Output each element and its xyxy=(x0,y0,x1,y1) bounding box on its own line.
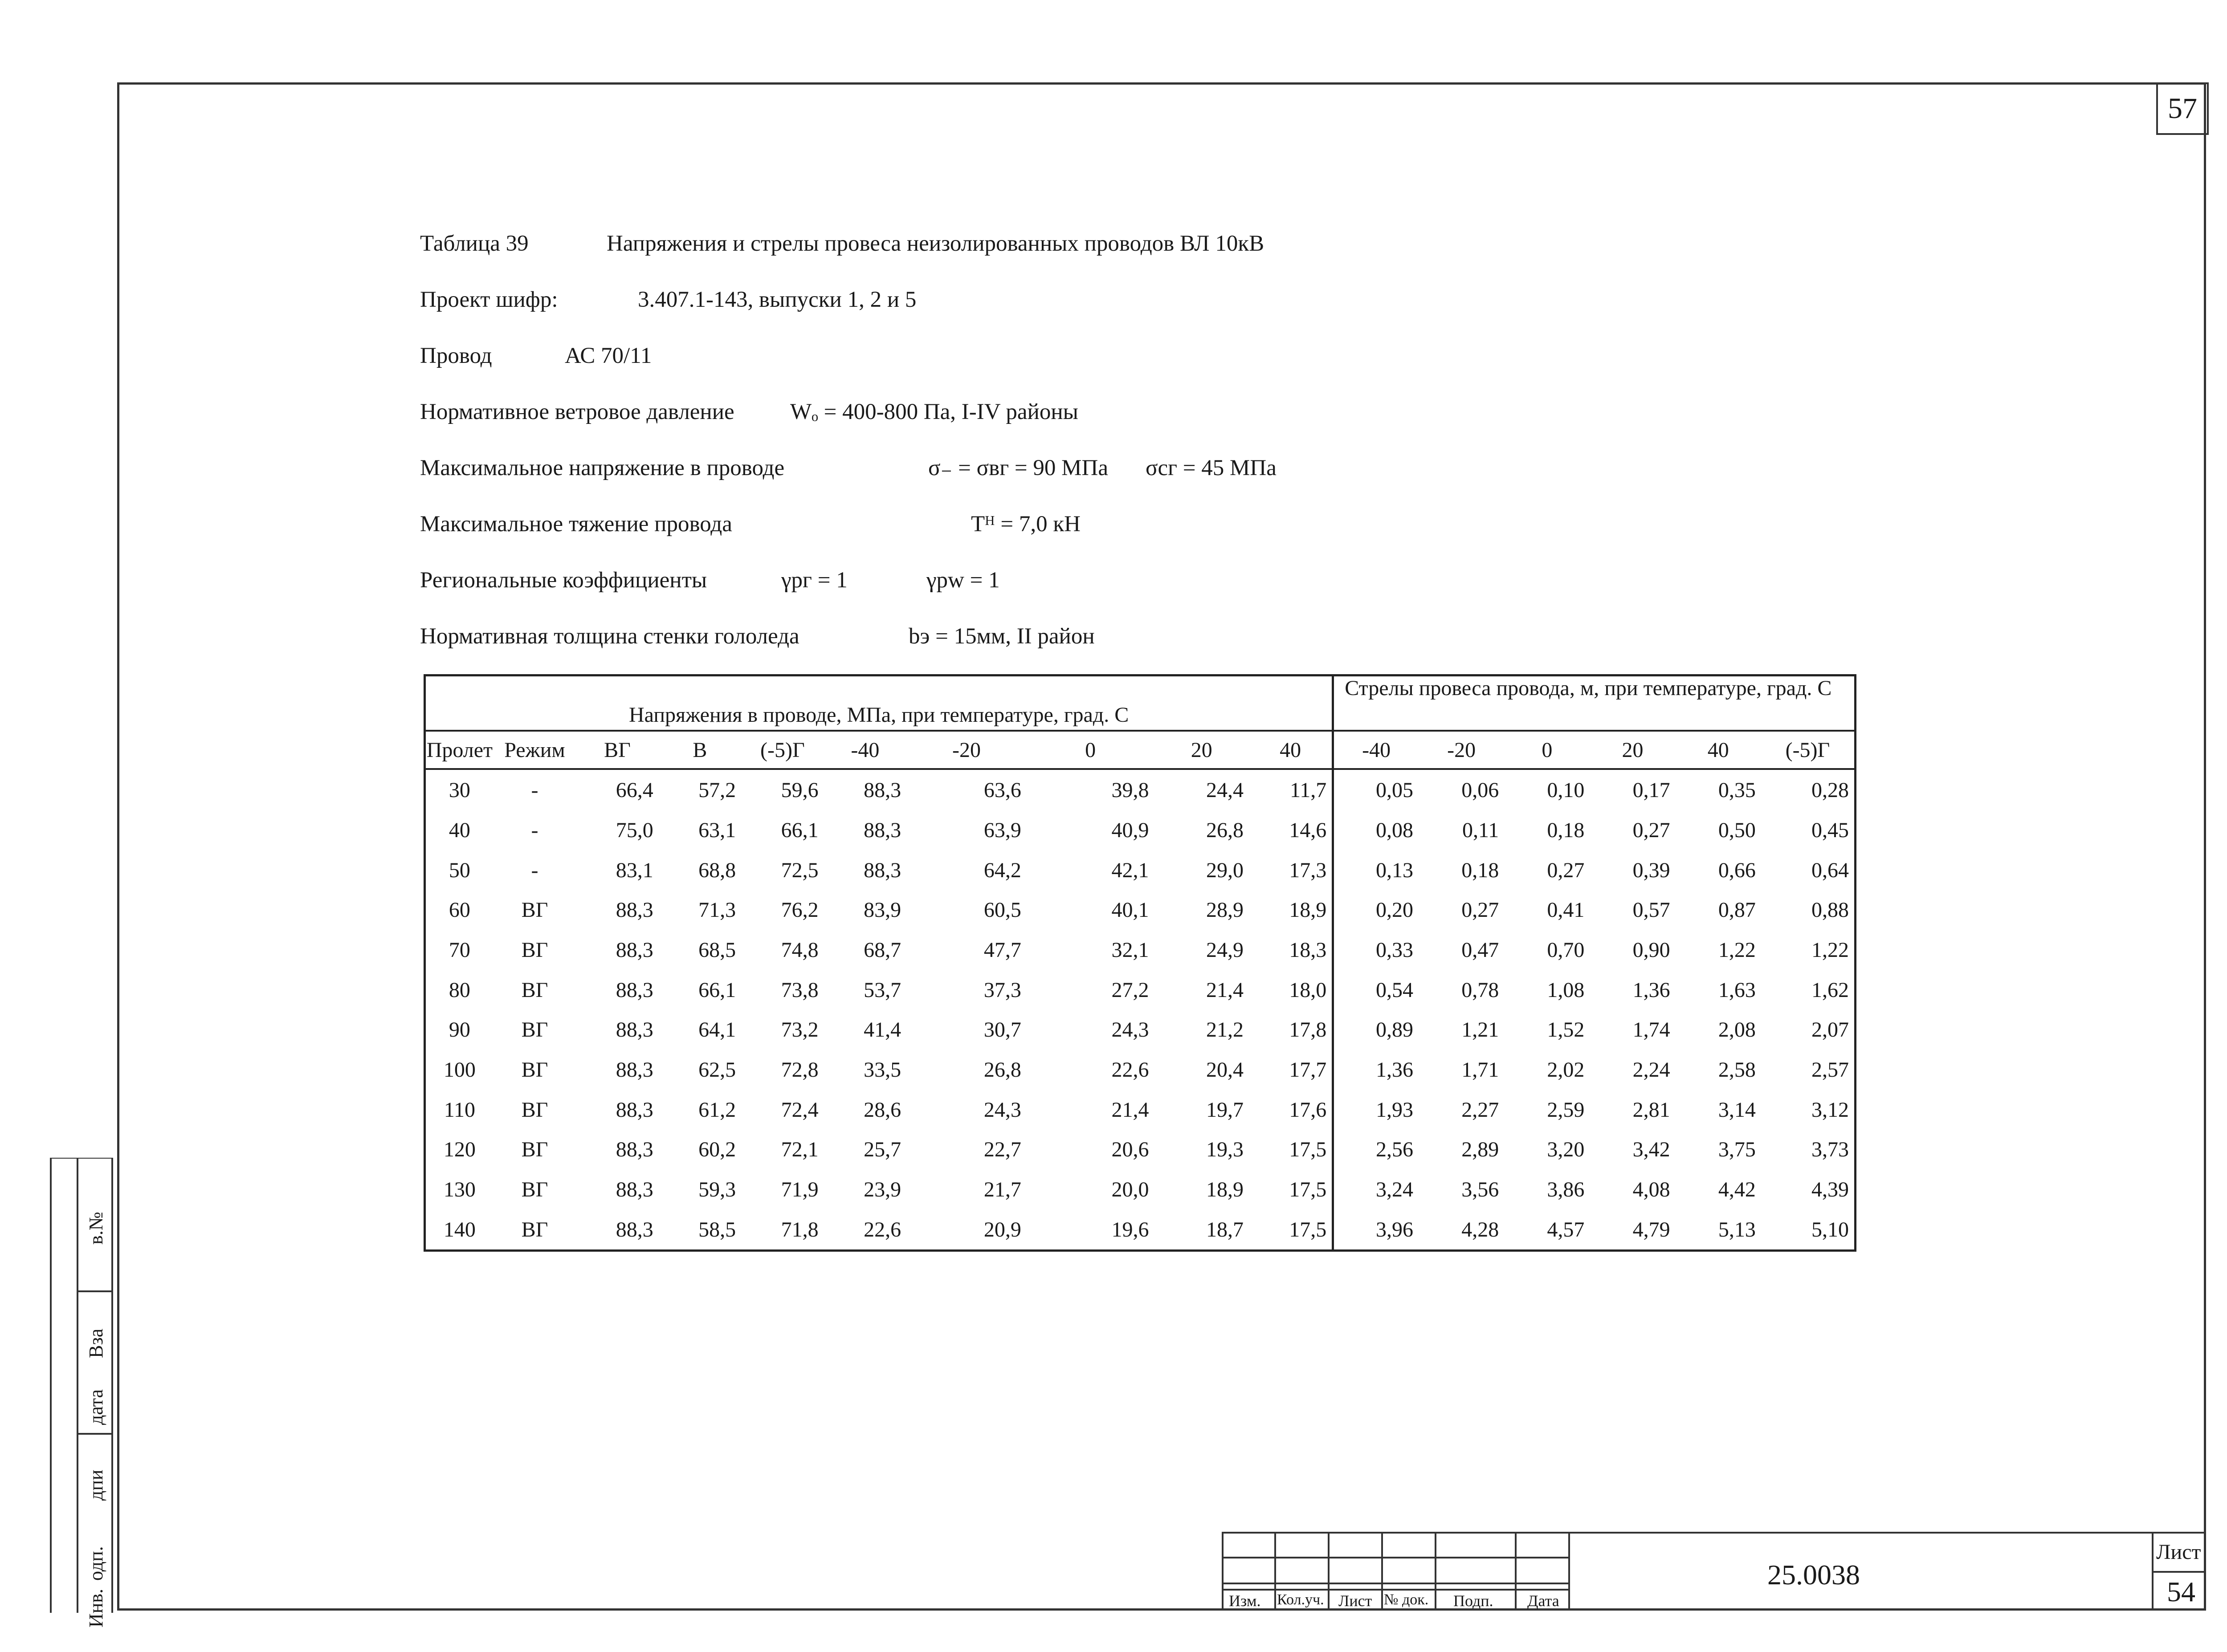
table-cell: 42,1 xyxy=(1111,858,1149,882)
sheet-number: 54 xyxy=(2167,1576,2195,1607)
table-cell: 80 xyxy=(449,978,470,1002)
table-row xyxy=(426,769,1854,810)
table-cell: 47,7 xyxy=(983,938,1021,962)
table-cell: 60 xyxy=(449,898,470,922)
table-cell: 17,5 xyxy=(1289,1138,1327,1162)
table-cell: 20,4 xyxy=(1206,1058,1244,1082)
table-cell: 72,4 xyxy=(781,1098,819,1122)
tension-value: Tᴴ = 7,0 кН xyxy=(971,512,1081,537)
table-cell: ВГ xyxy=(521,898,548,922)
table-cell: 4,39 xyxy=(1811,1177,1849,1201)
table-cell: 0,33 xyxy=(1333,930,1419,970)
table-cell: 17,8 xyxy=(1289,1018,1327,1042)
table-cell: 0,89 xyxy=(1333,1010,1419,1050)
table-cell: 40,1 xyxy=(1111,898,1149,922)
table-cell: 21,2 xyxy=(1206,1018,1244,1042)
table-cell: 22,6 xyxy=(1111,1058,1149,1082)
table-cell: 4,42 xyxy=(1718,1177,1756,1201)
table-cell: 73,2 xyxy=(781,1018,819,1042)
table-cell: ВГ xyxy=(521,1138,548,1162)
table-cell: 63,1 xyxy=(698,818,736,842)
column-header: 40 xyxy=(1249,731,1333,769)
table-cell: 3,14 xyxy=(1718,1098,1756,1122)
table-cell: 30,7 xyxy=(983,1018,1021,1042)
table-cell: ВГ xyxy=(521,978,548,1002)
table-cell: 1,22 xyxy=(1718,938,1756,962)
table-cell: 71,8 xyxy=(781,1217,819,1241)
table-cell: 76,2 xyxy=(781,898,819,922)
table-cell: 25,7 xyxy=(864,1138,901,1162)
table-cell: 88,3 xyxy=(616,978,653,1002)
table-cell: 88,3 xyxy=(616,898,653,922)
table-cell: 88,3 xyxy=(616,1098,653,1122)
table-cell: 18,9 xyxy=(1206,1177,1244,1201)
table-cell: 2,59 xyxy=(1547,1098,1585,1122)
sheet-label: Лист xyxy=(2156,1540,2201,1564)
tb-col-kol: Кол.уч. xyxy=(1277,1591,1324,1608)
ice-value: bэ = 15мм, II район xyxy=(909,624,1095,649)
table-cell: 3,73 xyxy=(1811,1138,1849,1162)
table-cell: 60,5 xyxy=(983,898,1021,922)
table-row xyxy=(426,970,1854,1010)
table-row xyxy=(426,1010,1854,1050)
table-cell: 88,3 xyxy=(616,1177,653,1201)
table-cell: ВГ xyxy=(521,1177,548,1201)
stress-value: σ₋ = σвг = 90 МПа xyxy=(928,456,1108,480)
table-cell: 0,35 xyxy=(1718,778,1756,802)
table-cell: 28,9 xyxy=(1206,898,1244,922)
table-cell: 20,0 xyxy=(1111,1177,1149,1201)
table-cell: 40,9 xyxy=(1111,818,1149,842)
column-header: 0 xyxy=(1504,731,1590,769)
wire-label: Провод xyxy=(420,343,492,368)
table-cell: 0,41 xyxy=(1547,898,1585,922)
table-cell: 17,3 xyxy=(1289,858,1327,882)
wire-value: АС 70/11 xyxy=(565,343,652,368)
group-header-stress: Напряжения в проводе, МПа, при температуре, град. С xyxy=(426,676,1333,731)
table-cell: 0,11 xyxy=(1462,818,1499,842)
table-row xyxy=(426,1050,1854,1090)
table-cell: 26,8 xyxy=(983,1058,1021,1082)
table-cell: 63,9 xyxy=(983,818,1021,842)
data-table xyxy=(424,674,1856,1252)
table-cell: 5,13 xyxy=(1718,1217,1756,1241)
table-cell: 72,8 xyxy=(781,1058,819,1082)
table-cell: 18,9 xyxy=(1289,898,1327,922)
table-cell: 0,18 xyxy=(1547,818,1585,842)
table-cell: 19,3 xyxy=(1206,1138,1244,1162)
table-row xyxy=(426,890,1854,930)
table-label: Таблица 39 xyxy=(420,231,529,256)
table-cell: 26,8 xyxy=(1206,818,1244,842)
table-cell: 1,71 xyxy=(1461,1058,1499,1082)
table-cell: 21,7 xyxy=(983,1177,1021,1201)
table-cell: 72,5 xyxy=(781,858,819,882)
table-cell: 24,3 xyxy=(1111,1018,1149,1042)
table-row xyxy=(426,1209,1854,1249)
table-cell: 88,3 xyxy=(864,818,901,842)
side-label-vzam: Вза xyxy=(85,1328,107,1358)
table-cell: 83,9 xyxy=(864,898,901,922)
table-cell: 41,4 xyxy=(864,1018,901,1042)
table-cell: 70 xyxy=(449,938,470,962)
table-cell: 0,78 xyxy=(1461,978,1499,1002)
table-cell: 0,17 xyxy=(1632,778,1670,802)
table-cell: 1,08 xyxy=(1547,978,1585,1002)
tension-label: Максимальное тяжение провода xyxy=(420,512,732,537)
table-cell: - xyxy=(531,858,538,882)
table-cell: 3,75 xyxy=(1718,1138,1756,1162)
table-cell: 0,27 xyxy=(1632,818,1670,842)
table-cell: 17,7 xyxy=(1289,1058,1327,1082)
table-cell: 120 xyxy=(443,1138,476,1162)
column-header: (-5)Г xyxy=(741,731,824,769)
table-cell: 88,3 xyxy=(864,778,901,802)
table-cell: 2,08 xyxy=(1718,1018,1756,1042)
table-cell: - xyxy=(531,778,538,802)
table-cell: 66,4 xyxy=(616,778,653,802)
column-header: 40 xyxy=(1676,731,1761,769)
table-cell: 72,1 xyxy=(781,1138,819,1162)
table-cell: 88,3 xyxy=(616,1138,653,1162)
table-cell: 0,08 xyxy=(1333,810,1419,850)
table-cell: ВГ xyxy=(521,1058,548,1082)
table-cell: 0,54 xyxy=(1333,970,1419,1010)
table-cell: 0,27 xyxy=(1461,898,1499,922)
table-cell: 0,90 xyxy=(1632,938,1670,962)
table-cell: 22,7 xyxy=(983,1138,1021,1162)
table-cell: 1,36 xyxy=(1632,978,1670,1002)
table-cell: 59,6 xyxy=(781,778,819,802)
project-label: Проект шифр: xyxy=(420,287,558,312)
side-label-date: дата xyxy=(85,1389,107,1425)
table-cell: 88,3 xyxy=(616,1018,653,1042)
table-cell: 71,9 xyxy=(781,1177,819,1201)
table-cell: 50 xyxy=(449,858,470,882)
page-number: 57 xyxy=(2156,82,2209,135)
table-cell: 63,6 xyxy=(983,778,1021,802)
table-cell: 0,70 xyxy=(1547,938,1585,962)
table-cell: 1,93 xyxy=(1333,1090,1419,1130)
table-cell: 3,96 xyxy=(1333,1209,1419,1249)
table-cell: 2,56 xyxy=(1333,1130,1419,1170)
table-cell: - xyxy=(531,818,538,842)
table-cell: 66,1 xyxy=(781,818,819,842)
table-cell: 2,81 xyxy=(1632,1098,1670,1122)
table-cell: 68,8 xyxy=(698,858,736,882)
table-cell: 32,1 xyxy=(1111,938,1149,962)
table-cell: 88,3 xyxy=(616,1058,653,1082)
table-cell: 64,1 xyxy=(698,1018,736,1042)
table-cell: 17,5 xyxy=(1289,1217,1327,1241)
table-cell: 40 xyxy=(449,818,470,842)
table-cell: 0,47 xyxy=(1461,938,1499,962)
table-cell: 4,57 xyxy=(1547,1217,1585,1241)
column-header: (-5)Г xyxy=(1761,731,1854,769)
wind-label: Нормативное ветровое давление xyxy=(420,399,734,424)
table-cell: 29,0 xyxy=(1206,858,1244,882)
table-cell: 68,7 xyxy=(864,938,901,962)
side-approval-strip xyxy=(50,1158,113,1628)
table-cell: 0,66 xyxy=(1718,858,1756,882)
table-cell: 2,27 xyxy=(1461,1098,1499,1122)
table-cell: 0,18 xyxy=(1461,858,1499,882)
table-cell: 60,2 xyxy=(698,1138,736,1162)
table-cell: 19,7 xyxy=(1206,1098,1244,1122)
table-cell: 18,0 xyxy=(1289,978,1327,1002)
table-cell: 88,3 xyxy=(616,938,653,962)
table-cell: 0,05 xyxy=(1333,769,1419,810)
title-block xyxy=(1222,1532,2206,1611)
table-cell: 20,9 xyxy=(983,1217,1021,1241)
table-cell: 0,13 xyxy=(1333,850,1419,891)
table-cell: 0,50 xyxy=(1718,818,1756,842)
table-cell: 20,6 xyxy=(1111,1138,1149,1162)
table-cell: 88,3 xyxy=(864,858,901,882)
table-cell: 88,3 xyxy=(616,1217,653,1241)
table-cell: 0,39 xyxy=(1632,858,1670,882)
table-cell: 37,3 xyxy=(983,978,1021,1002)
table-cell: 24,4 xyxy=(1206,778,1244,802)
column-header: -20 xyxy=(906,731,1027,769)
table-cell: 62,5 xyxy=(698,1058,736,1082)
table-cell: 1,63 xyxy=(1718,978,1756,1002)
table-cell: 2,07 xyxy=(1811,1018,1849,1042)
coef-value-1: γрг = 1 xyxy=(781,568,848,593)
table-row xyxy=(426,1090,1854,1130)
column-header: ВГ xyxy=(576,731,658,769)
table-cell: 0,20 xyxy=(1333,890,1419,930)
tb-col-doc: № док. xyxy=(1384,1591,1429,1608)
coef-label: Региональные коэффициенты xyxy=(420,568,707,593)
column-header: В xyxy=(659,731,741,769)
table-cell: 1,62 xyxy=(1811,978,1849,1002)
wind-value: Wₒ = 400-800 Па, I-IV районы xyxy=(790,399,1078,424)
table-cell: 61,2 xyxy=(698,1098,736,1122)
table-cell: 2,02 xyxy=(1547,1058,1585,1082)
table-cell: 2,24 xyxy=(1632,1058,1670,1082)
table-cell: 3,12 xyxy=(1811,1098,1849,1122)
table-cell: 4,79 xyxy=(1632,1217,1670,1241)
table-cell: 0,10 xyxy=(1547,778,1585,802)
column-header: -40 xyxy=(1333,731,1419,769)
table-cell: 17,5 xyxy=(1289,1177,1327,1201)
table-cell: 0,88 xyxy=(1811,898,1849,922)
tb-col-podp: Подп. xyxy=(1453,1592,1493,1610)
table-cell: 2,89 xyxy=(1461,1138,1499,1162)
column-header: -40 xyxy=(824,731,906,769)
column-header: 20 xyxy=(1590,731,1675,769)
table-cell: 0,06 xyxy=(1461,778,1499,802)
table-cell: ВГ xyxy=(521,1098,548,1122)
table-cell: 24,3 xyxy=(983,1098,1021,1122)
table-cell: 75,0 xyxy=(616,818,653,842)
table-cell: 68,5 xyxy=(698,938,736,962)
table-cell: 19,6 xyxy=(1111,1217,1149,1241)
table-cell: 27,2 xyxy=(1111,978,1149,1002)
table-cell: 1,22 xyxy=(1811,938,1849,962)
table-cell: 21,4 xyxy=(1206,978,1244,1002)
table-cell: 0,28 xyxy=(1811,778,1849,802)
table-cell: 18,3 xyxy=(1289,938,1327,962)
table-cell: 24,9 xyxy=(1206,938,1244,962)
table-cell: 18,7 xyxy=(1206,1217,1244,1241)
table-cell: 28,6 xyxy=(864,1098,901,1122)
group-header-sag: Стрелы провеса провода, м, при температуре, град. С xyxy=(1333,676,1854,731)
table-cell: 3,56 xyxy=(1461,1177,1499,1201)
table-cell: 17,6 xyxy=(1289,1098,1327,1122)
table-cell: 1,36 xyxy=(1333,1050,1419,1090)
table-cell: 100 xyxy=(443,1058,476,1082)
coef-value-2: γpw = 1 xyxy=(926,568,1000,593)
table-title: Напряжения и стрелы провеса неизолированных проводов ВЛ 10кВ xyxy=(607,231,1264,256)
table-cell: 39,8 xyxy=(1111,778,1149,802)
tb-col-data: Дата xyxy=(1527,1592,1559,1610)
table-row xyxy=(426,1170,1854,1210)
column-header: Режим xyxy=(494,731,576,769)
table-cell: 90 xyxy=(449,1018,470,1042)
table-cell: 1,21 xyxy=(1461,1018,1499,1042)
table-cell: 64,2 xyxy=(983,858,1021,882)
table-cell: 14,6 xyxy=(1289,818,1327,842)
side-label-vzam-inv: в.№ xyxy=(85,1212,107,1245)
table-row xyxy=(426,930,1854,970)
side-label-podl: одп. xyxy=(85,1546,107,1581)
table-cell: 4,28 xyxy=(1461,1217,1499,1241)
table-cell: 71,3 xyxy=(698,898,736,922)
table-cell: 130 xyxy=(443,1177,476,1201)
table-row xyxy=(426,1130,1854,1170)
table-cell: 5,10 xyxy=(1811,1217,1849,1241)
column-header: -20 xyxy=(1419,731,1504,769)
table-cell: ВГ xyxy=(521,938,548,962)
table-cell: 73,8 xyxy=(781,978,819,1002)
table-cell: 23,9 xyxy=(864,1177,901,1201)
table-cell: 11,7 xyxy=(1290,778,1327,802)
stress-value-2: σсг = 45 МПа xyxy=(1146,456,1277,480)
table-cell: 0,45 xyxy=(1811,818,1849,842)
table-cell: 22,6 xyxy=(864,1217,901,1241)
table-cell: 0,57 xyxy=(1632,898,1670,922)
table-cell: 0,64 xyxy=(1811,858,1849,882)
table-cell: ВГ xyxy=(521,1018,548,1042)
stress-label: Максимальное напряжение в проводе xyxy=(420,456,785,480)
table-cell: 1,74 xyxy=(1632,1018,1670,1042)
table-cell: 59,3 xyxy=(698,1177,736,1201)
table-cell: 1,52 xyxy=(1547,1018,1585,1042)
table-cell: 33,5 xyxy=(864,1058,901,1082)
table-cell: 58,5 xyxy=(698,1217,736,1241)
table-cell: 66,1 xyxy=(698,978,736,1002)
ice-label: Нормативная толщина стенки гололеда xyxy=(420,624,799,649)
tb-col-list: Лист xyxy=(1338,1592,1372,1610)
table-cell: 74,8 xyxy=(781,938,819,962)
table-cell: 57,2 xyxy=(698,778,736,802)
table-cell: ВГ xyxy=(521,1217,548,1241)
table-cell: 3,24 xyxy=(1333,1170,1419,1210)
table-cell: 83,1 xyxy=(616,858,653,882)
column-header: 20 xyxy=(1154,731,1249,769)
table-cell: 53,7 xyxy=(864,978,901,1002)
table-cell: 110 xyxy=(444,1098,475,1122)
tb-col-izm: Изм. xyxy=(1229,1592,1261,1610)
table-cell: 0,87 xyxy=(1718,898,1756,922)
table-cell: 3,20 xyxy=(1547,1138,1585,1162)
doc-code: 25.0038 xyxy=(1767,1559,1860,1591)
side-label-podp: дпи xyxy=(85,1469,107,1501)
project-value: 3.407.1-143, выпуски 1, 2 и 5 xyxy=(638,287,917,312)
table-cell: 140 xyxy=(443,1217,476,1241)
table-cell: 21,4 xyxy=(1111,1098,1149,1122)
table-cell: 2,57 xyxy=(1811,1058,1849,1082)
column-header: 0 xyxy=(1027,731,1154,769)
side-label-inv: Инв. xyxy=(85,1588,107,1628)
column-header: Пролет xyxy=(426,731,494,769)
table-cell: 4,08 xyxy=(1632,1177,1670,1201)
table-cell: 30 xyxy=(449,778,470,802)
table-row xyxy=(426,850,1854,891)
table-cell: 0,27 xyxy=(1547,858,1585,882)
table-cell: 3,86 xyxy=(1547,1177,1585,1201)
table-row xyxy=(426,810,1854,850)
table-cell: 2,58 xyxy=(1718,1058,1756,1082)
table-cell: 3,42 xyxy=(1632,1138,1670,1162)
